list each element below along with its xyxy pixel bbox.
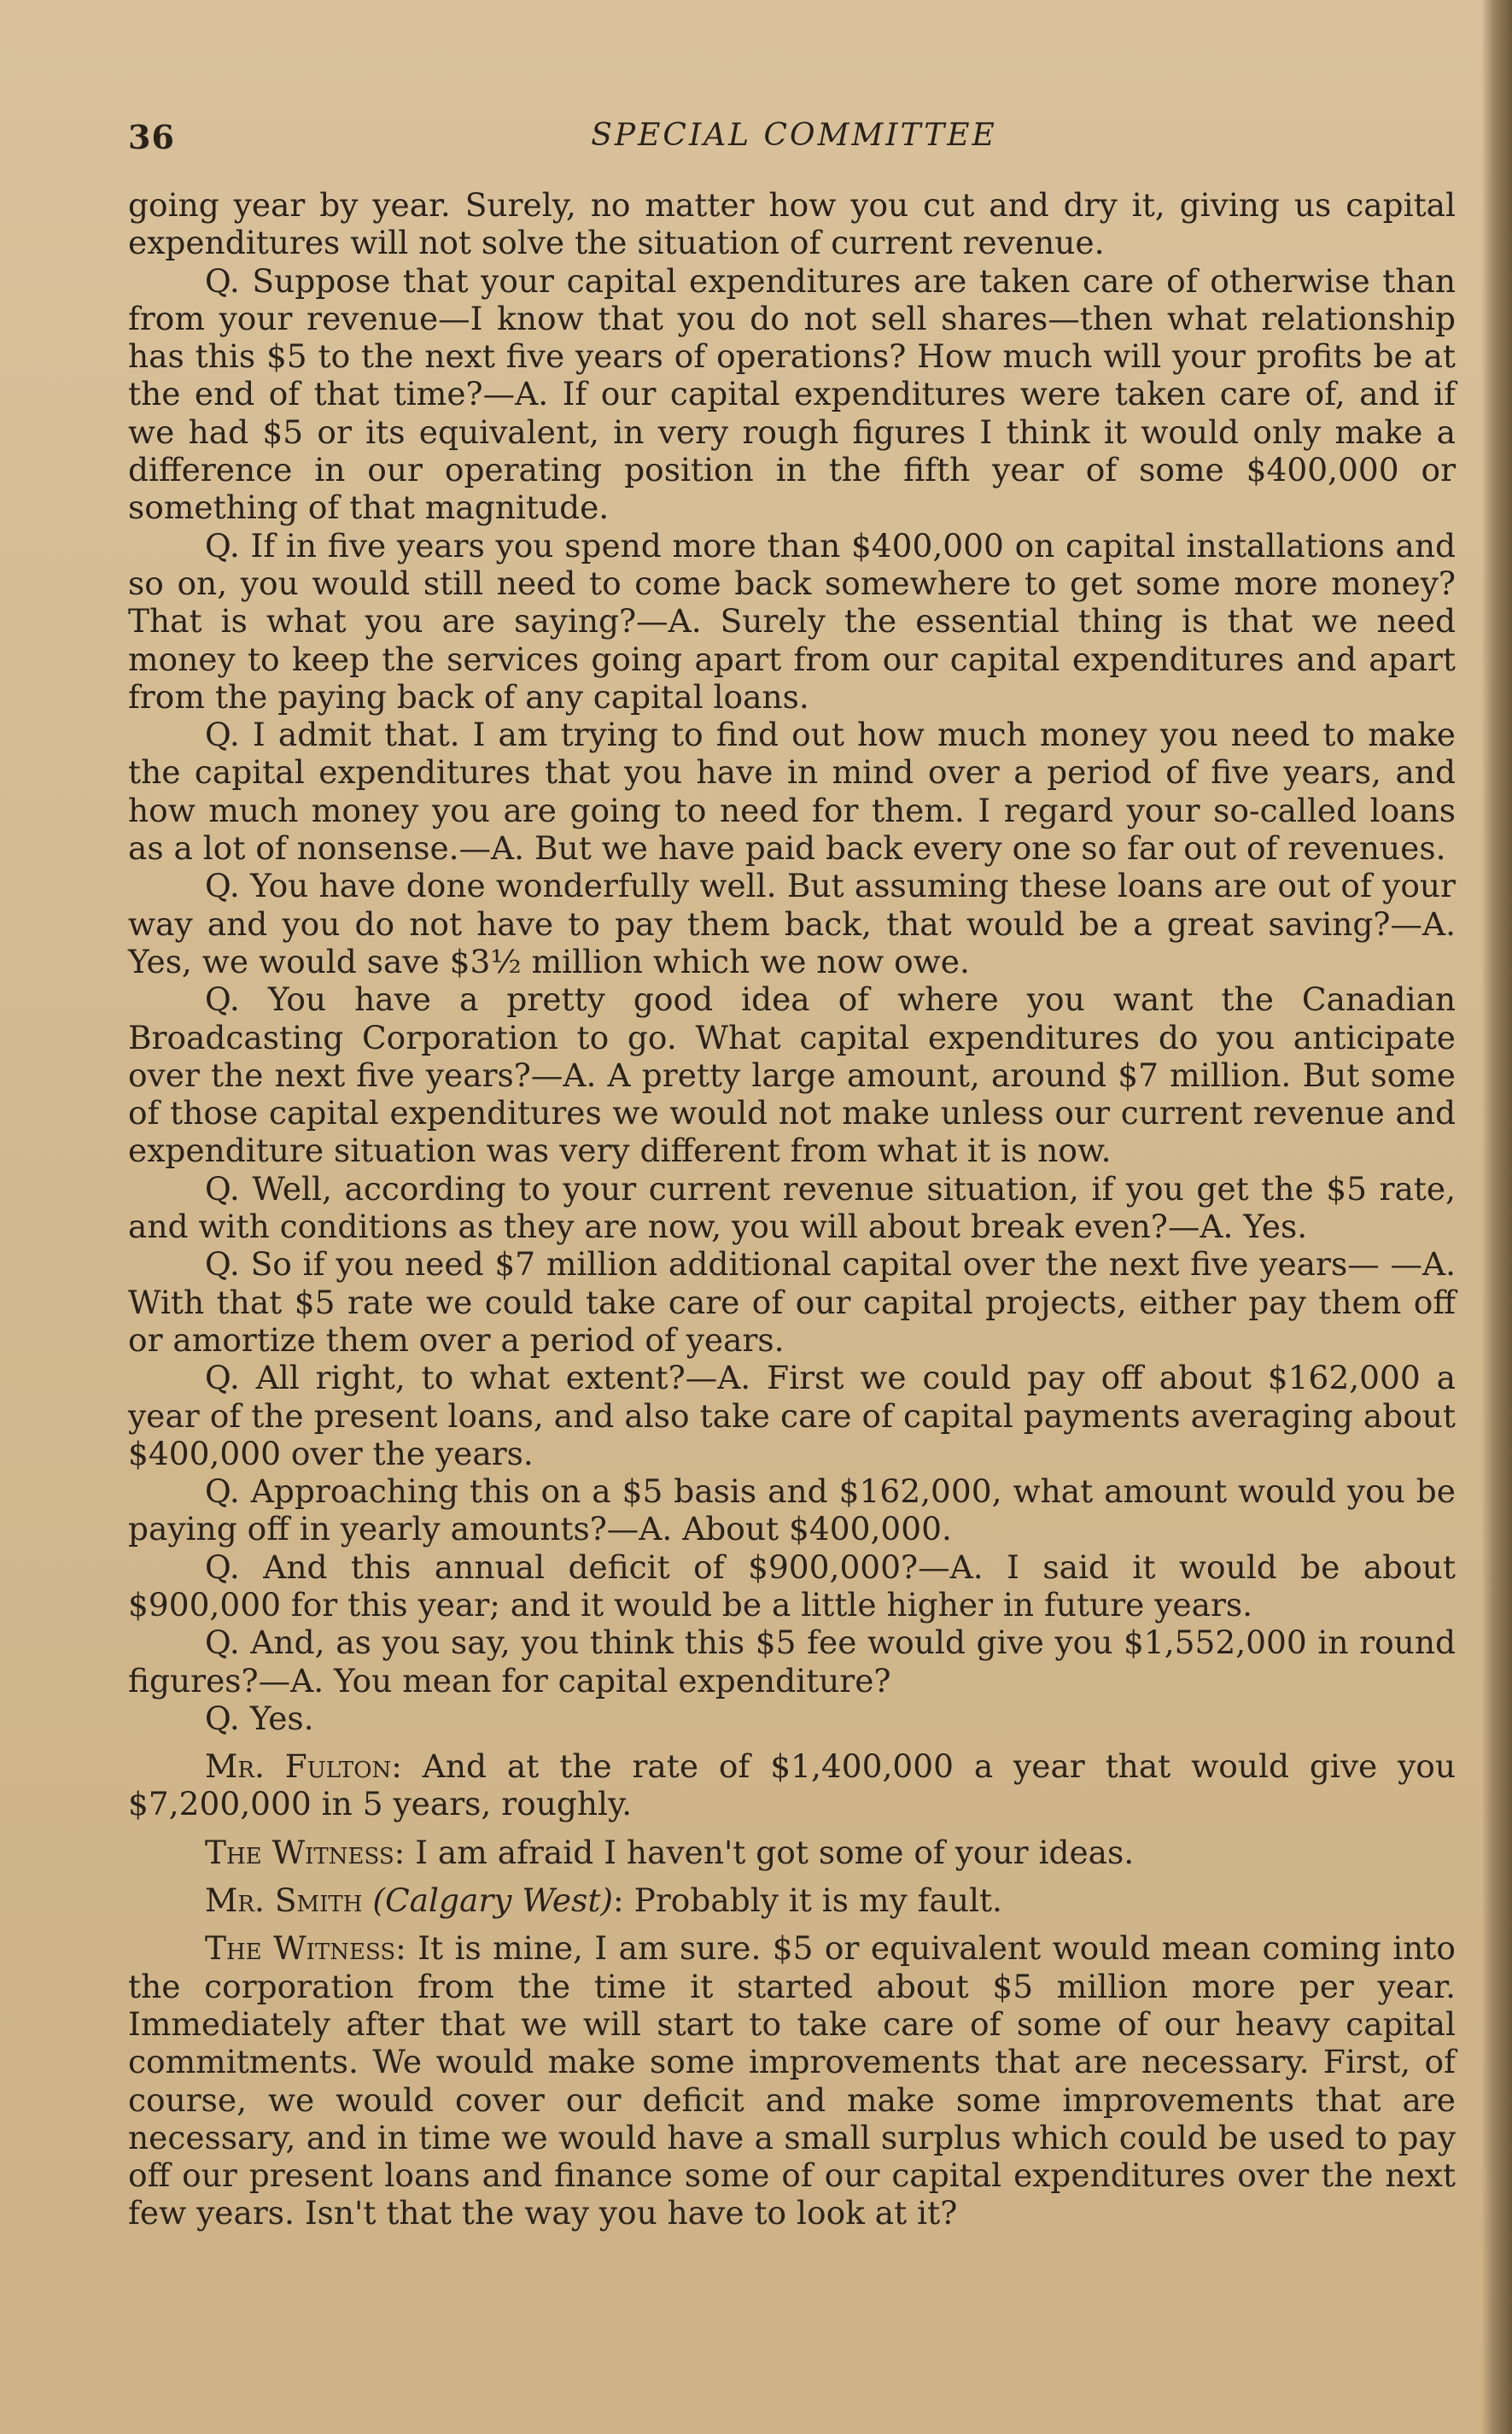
speaker-name: Mr. Fulton bbox=[205, 1747, 392, 1786]
paragraph-qa-1: Q. Suppose that your capital expenditures are taken care of otherwise than from your revenue—I know that you do not sell shares—then what relationship has this $5 to the next five years of operations? How much will your profits be at the end of that time?—A. If our capital expenditures were taken care of, and if we had $5 or its equivalent, in very rough figures I think it would only make a difference in our operating position in the fifth year of some $400,000 or something of that magnitude. bbox=[128, 261, 1456, 527]
paragraph-qa-6: Q. Well, according to your current revenue situation, if you get the $5 rate, and with conditions as they are now, you will about break even?—A. Yes. bbox=[128, 1169, 1456, 1246]
speaker-name: The Witness bbox=[205, 1929, 396, 1968]
paragraph-qa-4: Q. You have done wonderfully well. But assuming these loans are out of your way and you do not have to pay them back, that would be a great saving?—A. Yes, we would save $3½ million which we now owe. bbox=[128, 867, 1456, 980]
paragraph-qa-11: Q. And, as you say, you think this $5 fee would give you $1,552,000 in round figures?—A. You mean for capital expenditure? bbox=[128, 1624, 1456, 1700]
paragraph-qa-2: Q. If in five years you spend more than $400,000 on capital installations and so on, you would still need to come back somewhere to get some more money? That is what you are saying?—A. Surely the essential thing is that we need money to keep the services going apart from our capital expenditures and apart from the paying back of any capital loans. bbox=[128, 526, 1456, 716]
speaker-riding: (Calgary West) bbox=[372, 1881, 614, 1920]
paragraph-qa-7: Q. So if you need $7 million additional capital over the next five years— —A. With that $5 rate we could take care of our capital projects, either pay them off or amortize them over a period of years. bbox=[128, 1245, 1456, 1359]
paragraph-qa-5: Q. You have a pretty good idea of where you want the Canadian Broadcasting Corporation to go. What capital expenditures do you anticipate over the next five years?—A. A pretty large amount, around $7 million. But some of those capital expenditures we would not make unless our current revenue and expenditure situation was very different from what it is now. bbox=[128, 980, 1456, 1170]
speaker-text: : It is mine, I am sure. $5 or equivalent would mean coming into the corporation from the time it started about $5 million more per year. Immediately after that we will start to take care of some of our heavy capital commitments. We would make some improvements that are necessary. First, of course, we would cover our deficit and make some improvements that are necessary, and in time we would have a small surplus which could be used to pay off our present loans and finance some of our capital expenditures over the next few years. Isn't that the way you have to look at it? bbox=[128, 1929, 1456, 2232]
paragraph-qa-9: Q. Approaching this on a $5 basis and $162,000, what amount would you be paying off in yearly amounts?—A. About $400,000. bbox=[128, 1472, 1456, 1548]
running-head bbox=[128, 118, 1460, 161]
speaker-text: : And at the rate of $1,400,000 a year that would give you $7,200,000 in 5 years, roughly. bbox=[128, 1747, 1456, 1823]
page-edge-shadow bbox=[1481, 0, 1512, 2434]
speaker-name: The Witness bbox=[205, 1833, 394, 1871]
paragraph-qa-8: Q. All right, to what extent?—A. First we could pay off about $162,000 a year of the present loans, and also take care of capital payments averaging about $400,000 over the years. bbox=[128, 1359, 1456, 1472]
body-text bbox=[128, 186, 1456, 2232]
speaker-text: : Probably it is my fault. bbox=[613, 1881, 1002, 1920]
paragraph-qa-12: Q. Yes. bbox=[205, 1699, 314, 1737]
paragraph-smith bbox=[128, 1881, 1456, 1919]
speaker-text: : I am afraid I haven't got some of your ideas. bbox=[394, 1833, 1135, 1871]
paragraph-fulton bbox=[128, 1747, 1456, 1823]
paragraph-continued: going year by year. Surely, no matter how you cut and dry it, giving us capital expenditures will not solve the situation of current revenue. bbox=[128, 186, 1456, 262]
paragraph-witness-1 bbox=[128, 1834, 1456, 1871]
paragraph-witness-2 bbox=[128, 1929, 1456, 2232]
speaker-name: Mr. Smith bbox=[205, 1881, 363, 1920]
page-number: 36 bbox=[128, 118, 175, 156]
paragraph-qa-10: Q. And this annual deficit of $900,000?—A. I said it would be about $900,000 for this year; and it would be a little higher in future years. bbox=[128, 1548, 1456, 1624]
running-title: SPECIAL COMMITTEE bbox=[591, 118, 997, 153]
paragraph-qa-3: Q. I admit that. I am trying to find out how much money you need to make the capital expenditures that you have in mind over a period of five years, and how much money you are going to need for them. I regard your so-called loans as a lot of nonsense.—A. But we have paid back every one so far out of revenues. bbox=[128, 716, 1456, 868]
